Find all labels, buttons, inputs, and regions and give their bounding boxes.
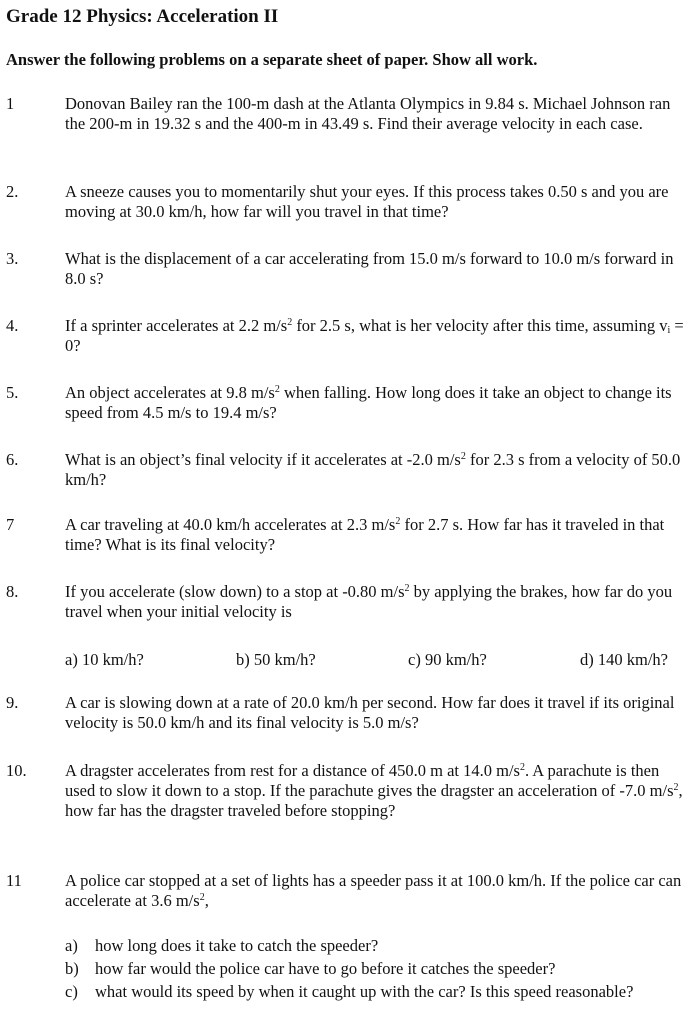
problem-number: 8. <box>6 582 19 601</box>
problem-6 <box>6 450 690 490</box>
problem-text: What is the displacement of a car accelerating from 15.0 m/s forward to 10.0 m/s forward in 8.0 s? <box>65 249 674 288</box>
problem-3 <box>6 249 690 289</box>
answer-option-d: d) 140 km/h? <box>580 650 668 669</box>
problem-5 <box>6 383 690 423</box>
subpart-label: c) <box>65 982 78 1001</box>
problem-text: A police car stopped at a set of lights has a speeder pass it at 100.0 km/h. If the police car can accelerate at 3.6 $m/s^2$, <box>65 871 682 910</box>
problem-number: 10. <box>6 761 27 780</box>
subpart-a <box>6 936 690 956</box>
problem-2 <box>6 182 690 222</box>
subpart-text: how far would the police car have to go before it catches the speeder? <box>95 959 556 978</box>
problem-number: 7 <box>6 515 15 534</box>
problem-number: 11 <box>6 871 22 890</box>
subpart-b <box>6 959 690 979</box>
answer-option-a: a) 10 km/h? <box>65 650 144 669</box>
problem-text: A car is slowing down at a rate of 20.0 km/h per second. How far does it travel if its original velocity is 50.0 km/h and its final velocity is 5.0 m/s? <box>65 693 675 732</box>
problem-4 <box>6 316 690 356</box>
answer-option-c: c) 90 km/h? <box>408 650 487 669</box>
answer-option-b: b) 50 km/h? <box>236 650 316 669</box>
problem-8 <box>6 582 690 622</box>
problem-text: If you accelerate (slow down) to a stop at -0.80 $m/s^2$ by applying the brakes, how far do you travel when your initial velocity is <box>65 582 673 621</box>
problem-10 <box>6 761 690 821</box>
problem-9 <box>6 693 690 733</box>
problem-11 <box>6 871 690 911</box>
problem-text: Donovan Bailey ran the 100-m dash at the Atlanta Olympics in 9.84 s. Michael Johnson ran the 200-m in 19.32 s and the 400-m in 43.49 s. Find their average velocity in each case. <box>65 94 671 133</box>
problem-number: 6. <box>6 450 19 469</box>
problem-number: 2. <box>6 182 19 201</box>
problem-number: 1 <box>6 94 15 113</box>
problem-number: 4. <box>6 316 19 335</box>
instructions: Answer the following problems on a separate sheet of paper. Show all work. <box>6 50 538 69</box>
problem-7 <box>6 515 690 555</box>
problem-text: A dragster accelerates from rest for a distance of 450.0 m at 14.0 $m/s^2$. A parachute is then used to slow it down to a stop. If the parachute gives the dragster an acceleration of -7.0 $m/s^2$, how far has the dragster traveled before stopping? <box>65 761 683 820</box>
subpart-label: b) <box>65 959 79 978</box>
problem-number: 3. <box>6 249 19 268</box>
problem-1 <box>6 94 690 134</box>
problem-number: 5. <box>6 383 19 402</box>
subpart-c <box>6 982 690 1002</box>
subpart-label: a) <box>65 936 78 955</box>
problem-text: An object accelerates at 9.8 $m/s^2$ when falling. How long does it take an object to change its speed from 4.5 m/s to 19.4 m/s? <box>65 383 672 422</box>
subpart-text: how long does it take to catch the speeder? <box>95 936 379 955</box>
problem-text: If a sprinter accelerates at 2.2 $m/s^2$ for 2.5 s, what is her velocity after this time, assuming $v_i = 0$? <box>65 316 684 355</box>
problem-text: What is an object’s final velocity if it accelerates at -2.0 $m/s^2$ for 2.3 s from a velocity of 50.0 km/h? <box>65 450 681 489</box>
problem-text: A car traveling at 40.0 km/h accelerates at 2.3 $m/s^2$ for 2.7 s. How far has it traveled in that time? What is its final velocity? <box>65 515 665 554</box>
problem-number: 9. <box>6 693 19 712</box>
page-title: Grade 12 Physics: Acceleration II <box>6 6 279 27</box>
subpart-text: what would its speed by when it caught up with the car? Is this speed reasonable? <box>95 982 634 1001</box>
problem-text: A sneeze causes you to momentarily shut your eyes. If this process takes 0.50 s and you are moving at 30.0 km/h, how far will you travel in that time? <box>65 182 669 221</box>
